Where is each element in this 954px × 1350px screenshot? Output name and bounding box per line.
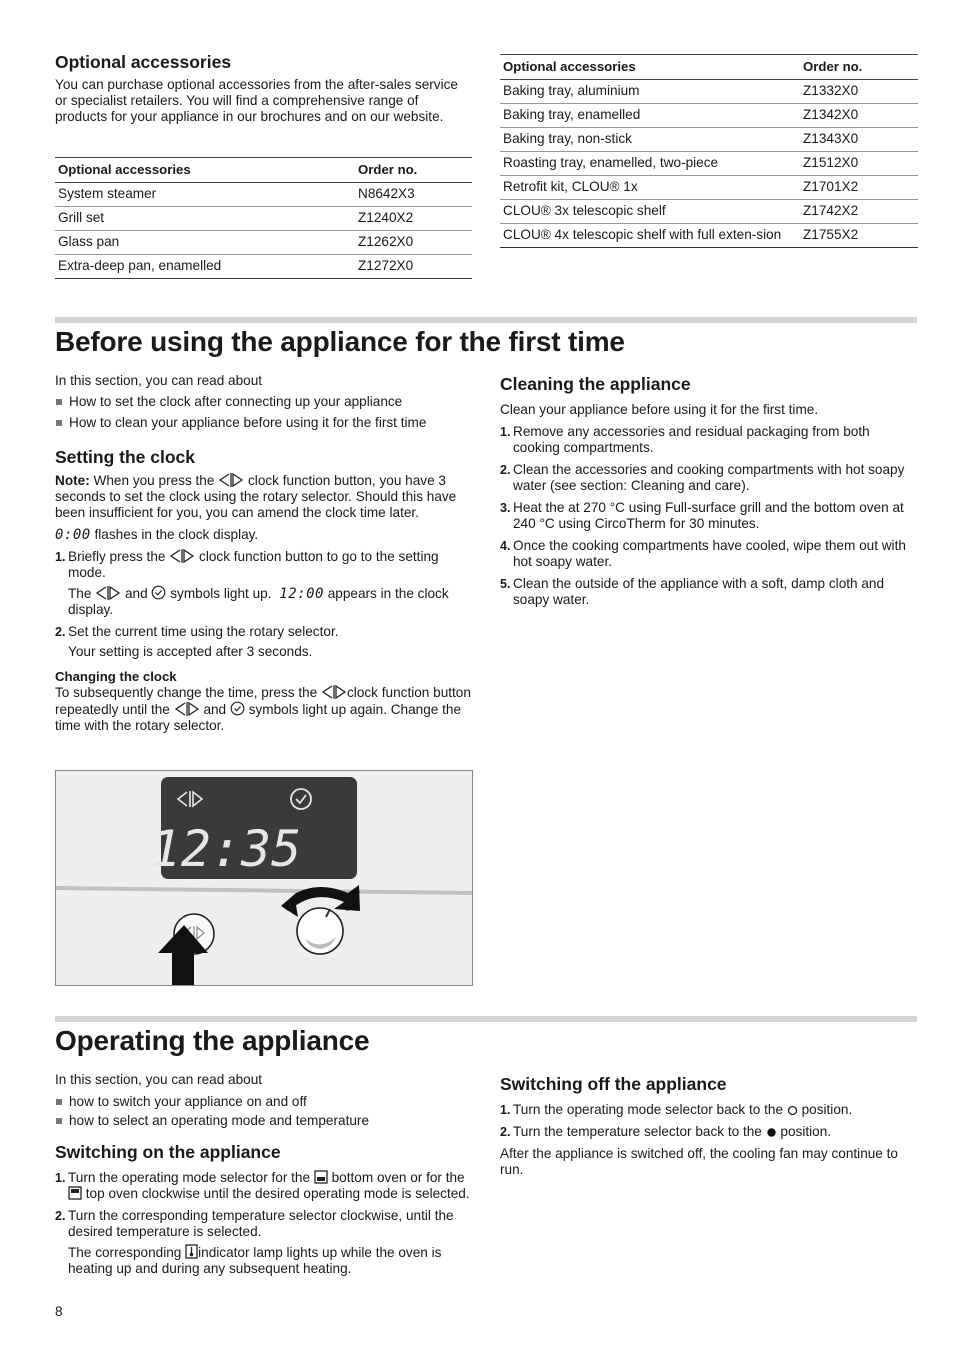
clock-step-2-result: Your setting is accepted after 3 seconds. [68, 644, 313, 659]
accessory-name: Baking tray, non-stick [500, 128, 800, 152]
first-time-title: Before using the appliance for the first time [55, 326, 625, 357]
list-item: how to switch your appliance on and off [55, 1094, 473, 1110]
cleaning-step: 2. Clean the accessories and cooking compartments with hot soapy water (see section: Cleaning and care). [500, 462, 905, 493]
clock-function-icon [321, 685, 347, 699]
order-number: Z1332X0 [800, 80, 918, 104]
cleaning-heading: Cleaning the appliance [500, 374, 691, 394]
clock-step-2: 2. Set the current time using the rotary selector. [55, 624, 339, 639]
list-item: How to clean your appliance before using it for the first time [55, 415, 473, 431]
clock-check-icon [151, 585, 166, 600]
cleaning-step: 1. Remove any accessories and residual packaging from both cooking compartments. [500, 424, 870, 455]
order-number: Z1240X2 [355, 207, 472, 231]
first-time-intro: In this section, you can read about [55, 373, 263, 388]
bottom-oven-icon [314, 1170, 328, 1184]
order-number: Z1343X0 [800, 128, 918, 152]
list-item: how to select an operating mode and temperature [55, 1113, 473, 1129]
accessory-name: CLOU® 4x telescopic shelf with full exten-sion [500, 224, 800, 248]
clock-check-icon [230, 701, 245, 716]
accessories-table-left [55, 157, 472, 279]
flash-line: 0:00 flashes in the clock display. [55, 527, 259, 543]
accessory-name: Roasting tray, enamelled, two-piece [500, 152, 800, 176]
col-name-header: Optional accessories [500, 55, 800, 80]
switch-on-step-2-result: The corresponding indicator lamp lights up while the oven is heating up and during any subsequent heating. [68, 1245, 442, 1276]
page-number: 8 [55, 1304, 63, 1319]
rotary-selector[interactable] [297, 908, 343, 954]
cleaning-section [500, 374, 918, 608]
order-number: Z1701X2 [800, 176, 918, 200]
order-number: Z1342X0 [800, 104, 918, 128]
order-number: Z1755X2 [800, 224, 918, 248]
switch-off-heading: Switching off the appliance [500, 1074, 727, 1094]
clock-step-1-result: The and symbols light up. 12:00 appears in the clock display. [68, 586, 449, 617]
switch-on-step-1: 1. Turn the operating mode selector for the bottom oven or for the top oven clockwise until the desired operating mode is selected. [55, 1170, 470, 1201]
operating-intro: In this section, you can read about [55, 1072, 263, 1087]
accessory-name: Retrofit kit, CLOU® 1x [500, 176, 800, 200]
display-digits: 0:00 [55, 527, 91, 543]
list-item: How to set the clock after connecting up your appliance [55, 394, 473, 410]
order-number: N8642X3 [355, 183, 472, 207]
col-order-header: Order no. [800, 55, 918, 80]
cleaning-step: 3. Heat the at 270 °C using Full-surface grill and the bottom oven at 240 °C using CircoTherm for 30 minutes. [500, 500, 904, 531]
operating-title: Operating the appliance [55, 1025, 370, 1056]
switch-on-heading: Switching on the appliance [55, 1142, 281, 1162]
table-row [500, 224, 918, 248]
table-row [500, 128, 918, 152]
table-row [500, 104, 918, 128]
clock-step-1: 1. Briefly press the clock function button to go to the setting mode. [55, 549, 439, 580]
accessories-section [55, 52, 473, 125]
accessories-intro: You can purchase optional accessories from the after-sales service or specialist retailers. You will find a comprehensive range of products for your appliance in our brochures and on our website. [55, 77, 458, 124]
display-digits: 12:00 [279, 586, 324, 602]
table-row [500, 80, 918, 104]
accessory-name: Baking tray, aluminium [500, 80, 800, 104]
table-row [55, 255, 472, 279]
clock-function-icon [174, 702, 200, 716]
control-panel-drawing [56, 771, 473, 986]
accessories-heading: Optional accessories [55, 52, 232, 72]
switch-on-step-2: 2. Turn the corresponding temperature selector clockwise, until the desired temperature is selected. [55, 1208, 454, 1239]
accessory-name: CLOU® 3x telescopic shelf [500, 200, 800, 224]
clock-function-icon [169, 549, 195, 563]
col-name-header: Optional accessories [55, 158, 355, 183]
order-number: Z1272X0 [355, 255, 472, 279]
cleaning-intro: Clean your appliance before using it for the first time. [500, 402, 819, 417]
switch-off-step-2: 2. Turn the temperature selector back to the position. [500, 1124, 832, 1139]
accessory-name: System steamer [55, 183, 355, 207]
section-rule [55, 1016, 917, 1022]
accessories-table-right [500, 54, 918, 248]
accessory-name: Extra-deep pan, enamelled [55, 255, 355, 279]
table-row [500, 176, 918, 200]
clock-note: Note: When you press the clock function button, you have 3 seconds to set the clock using the rotary selector. Should this have been insufficient for you, you can amend the clock time later. [55, 473, 457, 520]
table-row [55, 183, 472, 207]
accessory-name: Grill set [55, 207, 355, 231]
table-row [500, 152, 918, 176]
cleaning-step: 4. Once the cooking compartments have cooled, wipe them out with hot soapy water. [500, 538, 906, 569]
order-number: Z1262X0 [355, 231, 472, 255]
accessory-name: Glass pan [55, 231, 355, 255]
setting-clock-heading: Setting the clock [55, 447, 196, 467]
off-position-dot-icon [766, 1127, 777, 1138]
section-rule [55, 317, 917, 323]
order-number: Z1742X2 [800, 200, 918, 224]
first-time-left-column [55, 373, 473, 734]
col-order-header: Order no. [355, 158, 472, 183]
clock-function-icon [95, 586, 121, 600]
changing-clock-text: To subsequently change the time, press the clock function button repeatedly until the and symbols light up again. Change the time with the rotary selector. [55, 685, 471, 733]
changing-clock-heading: Changing the clock [55, 669, 177, 684]
heating-indicator-icon [185, 1244, 198, 1259]
display-time: 12:35 [150, 820, 302, 878]
cleaning-step: 5. Clean the outside of the appliance with a soft, damp cloth and soapy water. [500, 576, 885, 607]
clock-illustration [55, 770, 473, 986]
switch-off-step-1: 1. Turn the operating mode selector back to the position. [500, 1102, 853, 1117]
order-number: Z1512X0 [800, 152, 918, 176]
accessory-name: Baking tray, enamelled [500, 104, 800, 128]
clock-function-icon [218, 473, 244, 487]
switch-off-note: After the appliance is switched off, the cooling fan may continue to run. [500, 1146, 898, 1177]
off-position-circle-icon [787, 1105, 798, 1116]
switch-off-section [500, 1074, 918, 1178]
table-row [500, 200, 918, 224]
table-row [55, 231, 472, 255]
top-oven-icon [68, 1186, 82, 1200]
table-row [55, 207, 472, 231]
operating-left-column [55, 1072, 473, 1277]
